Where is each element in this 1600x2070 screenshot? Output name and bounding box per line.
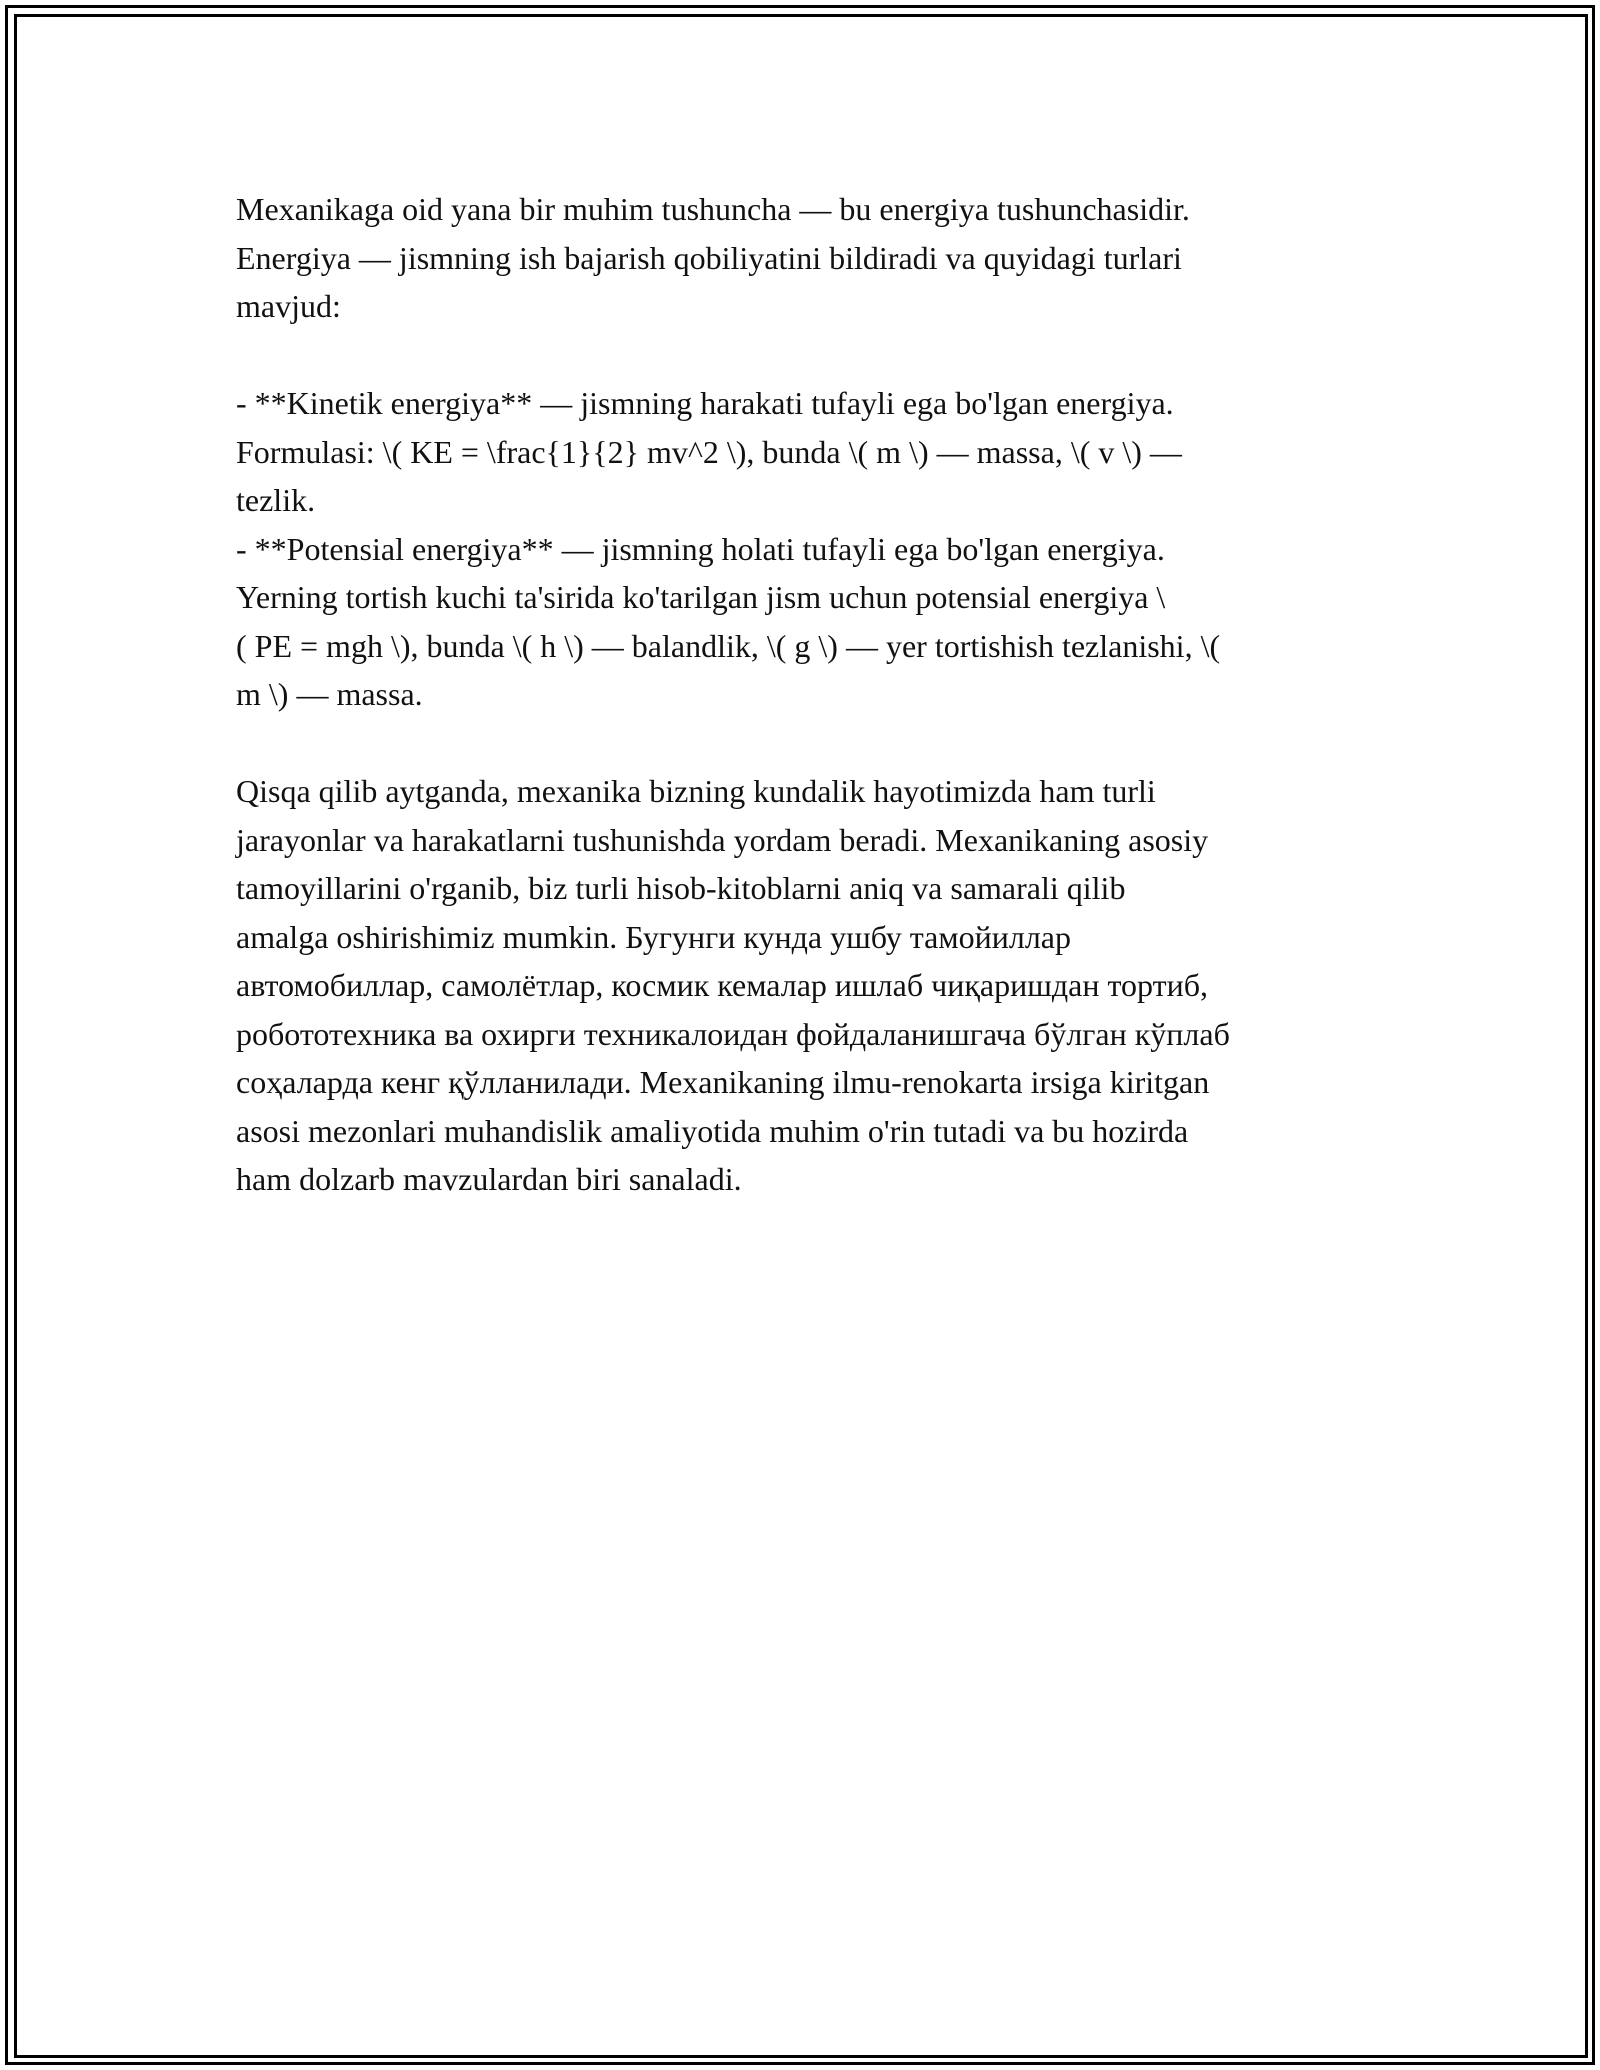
- text-line: amalga oshirishimiz mumkin. Бугунги кунда ушбу тамойиллар: [236, 918, 1071, 955]
- paragraph-gap: [236, 719, 1366, 768]
- list-item-line: - **Potensial energiya** — jismning holati tufayli ega bo'lgan energiya.: [236, 530, 1165, 567]
- text-line: Qisqa qilib aytganda, mexanika bizning kundalik hayotimizda ham turli: [236, 773, 1156, 809]
- list-item-line: Yerning tortish kuchi ta'sirida ko'tarilgan jism uchun potensial energiya \: [236, 579, 1166, 615]
- list-item-line: m \) — massa.: [236, 676, 423, 712]
- text-line: автомобиллар, самолётлар, космик кемалар ишлаб чиқаришдан тортиб,: [236, 967, 1208, 1003]
- text-line: jarayonlar va harakatlarni tushunishda yordam beradi. Mexanikaning asosiy: [236, 821, 1209, 858]
- document-body: [236, 185, 1366, 1204]
- text-line: Mexanikaga oid yana bir muhim tushuncha — bu energiya tushunchasidir.: [236, 191, 1190, 227]
- text-line: mavjud:: [236, 288, 341, 324]
- energy-types-list: [236, 379, 1366, 719]
- text-line: asosi mezonlari muhandislik amaliyotida muhim o'rin tutadi va bu hozirda: [236, 1112, 1189, 1149]
- list-item-line: Formulasi: \( KE = \frac{1}{2} mv^2 \), bunda \( m \) — massa, \( v \) —: [236, 433, 1182, 470]
- text-line: ham dolzarb mavzulardan biri sanaladi.: [236, 1161, 742, 1197]
- paragraph-conclusion: [236, 767, 1366, 1204]
- list-item-line: - **Kinetik energiya** — jismning harakati tufayli ega bo'lgan energiya.: [236, 385, 1174, 421]
- text-line: соҳаларда кенг қўлланилади. Mexanikaning ilmu-renokarta irsiga kiritgan: [236, 1064, 1210, 1100]
- paragraph-gap: [236, 331, 1366, 380]
- text-line: tamoyillarini o'rganib, biz turli hisob-kitoblarni aniq va samarali qilib: [236, 870, 1126, 906]
- paragraph-energy-intro: [236, 185, 1366, 331]
- list-item-line: tezlik.: [236, 482, 316, 518]
- text-line: робототехника ва охирги техникалоидан фойдаланишгача бўлган кўплаб: [236, 1015, 1230, 1052]
- list-item-line: ( PE = mgh \), bunda \( h \) — balandlik, \( g \) — yer tortishish tezlanishi, \(: [236, 627, 1221, 664]
- text-line: Energiya — jismning ish bajarish qobiliyatini bildiradi va quyidagi turlari: [236, 239, 1182, 276]
